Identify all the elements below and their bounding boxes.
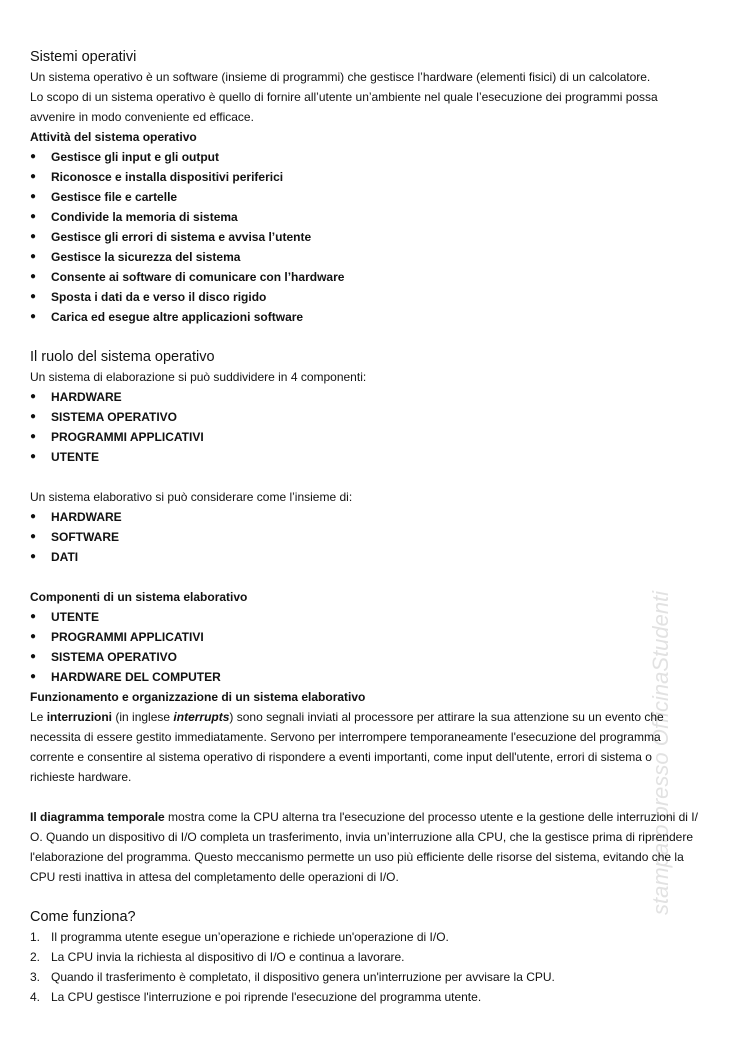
- document-page: [30, 47, 720, 1007]
- list-number: 2.: [30, 950, 41, 964]
- section-title: Il ruolo del sistema operativo: [30, 349, 215, 365]
- bullet-icon: ●: [30, 231, 37, 242]
- list-item-text: Quando il trasferimento è completato, il dispositivo genera un'interruzione per avvisare la CPU.: [51, 970, 555, 984]
- list-item-text: Gestisce gli input e gli output: [51, 150, 220, 164]
- bullet-icon: ●: [30, 151, 37, 162]
- list-item: [30, 187, 720, 207]
- list-item-text: Condivide la memoria di sistema: [51, 210, 238, 224]
- list-item: [30, 547, 720, 567]
- list-item-text: Sposta i dati da e verso il disco rigido: [51, 290, 267, 304]
- list-item-text: La CPU gestisce l'interruzione e poi riprende l'esecuzione del programma utente.: [51, 990, 482, 1004]
- list-item-text: DATI: [51, 550, 79, 564]
- bullet-icon: ●: [30, 671, 37, 682]
- list-item-text: HARDWARE: [51, 510, 122, 524]
- list-item: [30, 527, 720, 547]
- list-item: [30, 987, 720, 1007]
- list-item: [30, 147, 720, 167]
- list-item-text: HARDWARE DEL COMPUTER: [51, 670, 221, 684]
- paragraph: Un sistema di elaborazione si può suddividere in 4 componenti:: [30, 370, 367, 384]
- list-item: [30, 607, 720, 627]
- list-item: [30, 247, 720, 267]
- list-item: [30, 227, 720, 247]
- paragraph: O. Quando un dispositivo di I/O completa un trasferimento, invia un’interruzione alla CPU, che la gestisce prima di riprendere: [30, 830, 693, 844]
- list-item-text: Consente ai software di comunicare con l’hardware: [51, 270, 345, 284]
- section-title: Sistemi operativi: [30, 49, 137, 65]
- bullet-icon: ●: [30, 551, 37, 562]
- list-item-text: Riconosce e installa dispositivi periferici: [51, 170, 284, 184]
- list-number: 3.: [30, 970, 41, 984]
- bullet-icon: ●: [30, 271, 37, 282]
- list-item: [30, 167, 720, 187]
- bullet-icon: ●: [30, 291, 37, 302]
- paragraph: Lo scopo di un sistema operativo è quello di fornire all’utente un’ambiente nel quale l’esecuzione dei programmi possa: [30, 90, 658, 104]
- list-item: [30, 287, 720, 307]
- list-item: [30, 387, 720, 407]
- list-item: [30, 647, 720, 667]
- paragraph-diagram: Il diagramma temporale mostra come la CPU alterna tra l'esecuzione del processo utente e la gestione delle interruzioni di I/: [30, 810, 698, 824]
- steps-list: [30, 927, 720, 1007]
- list-item-text: Il programma utente esegue un’operazione e richiede un'operazione di I/O.: [51, 930, 449, 944]
- list-item: [30, 267, 720, 287]
- subheading: Componenti di un sistema elaborativo: [30, 590, 248, 604]
- paragraph: necessita di essere gestito immediatamente. Servono per interrompere temporaneamente l'esecuzione del programma: [30, 730, 661, 744]
- subheading: Funzionamento e organizzazione di un sistema elaborativo: [30, 690, 366, 704]
- bullet-icon: ●: [30, 431, 37, 442]
- components-list: [30, 387, 720, 467]
- bullet-icon: ●: [30, 511, 37, 522]
- list-item: [30, 407, 720, 427]
- list-number: 1.: [30, 930, 41, 944]
- bullet-icon: ●: [30, 191, 37, 202]
- bullet-icon: ●: [30, 391, 37, 402]
- list-item-text: PROGRAMMI APPLICATIVI: [51, 630, 204, 644]
- list-item: [30, 427, 720, 447]
- bullet-icon: ●: [30, 251, 37, 262]
- paragraph: Un sistema elaborativo si può considerare come l’insieme di:: [30, 490, 353, 504]
- list-item: [30, 667, 720, 687]
- list-item-text: UTENTE: [51, 450, 99, 464]
- bullet-icon: ●: [30, 611, 37, 622]
- list-item-text: Gestisce la sicurezza del sistema: [51, 250, 241, 264]
- list-item: [30, 307, 720, 327]
- list-item: [30, 447, 720, 467]
- paragraph-interrupts: Le interruzioni (in inglese interrupts) sono segnali inviati al processore per attirare la sua attenzione su un evento che: [30, 710, 664, 724]
- bullet-icon: ●: [30, 411, 37, 422]
- paragraph: Un sistema operativo è un software (insieme di programmi) che gestisce l’hardware (elementi fisici) di un calcolatore.: [30, 70, 651, 84]
- bullet-icon: ●: [30, 211, 37, 222]
- list-item-text: PROGRAMMI APPLICATIVI: [51, 430, 204, 444]
- list-item-text: UTENTE: [51, 610, 99, 624]
- bullet-icon: ●: [30, 631, 37, 642]
- list-item-text: SOFTWARE: [51, 530, 119, 544]
- activity-list: [30, 147, 720, 327]
- paragraph: CPU resti inattiva in attesa del completamento delle operazioni di I/O.: [30, 870, 399, 884]
- paragraph: avvenire in modo conveniente ed efficace.: [30, 110, 254, 124]
- system-components-list: [30, 607, 720, 687]
- bullet-icon: ●: [30, 171, 37, 182]
- bullet-icon: ●: [30, 531, 37, 542]
- list-item-text: SISTEMA OPERATIVO: [51, 410, 178, 424]
- bullet-icon: ●: [30, 651, 37, 662]
- list-item-text: SISTEMA OPERATIVO: [51, 650, 178, 664]
- list-item-text: HARDWARE: [51, 390, 122, 404]
- watermark: stampato presso OfficinaStudenti: [648, 590, 673, 915]
- list-number: 4.: [30, 990, 41, 1004]
- list-item: [30, 507, 720, 527]
- list-item: [30, 207, 720, 227]
- paragraph: l'elaborazione del programma. Questo meccanismo permette un uso più efficiente delle risorse del sistema, evitando che la: [30, 850, 684, 864]
- paragraph: richieste hardware.: [30, 770, 132, 784]
- bullet-icon: ●: [30, 451, 37, 462]
- paragraph: corrente e consentire al sistema operativo di rispondere a eventi importanti, come input dell'utente, errori di sistema o: [30, 750, 652, 764]
- list-item-text: Gestisce gli errori di sistema e avvisa l’utente: [51, 230, 312, 244]
- list-item: [30, 927, 720, 947]
- section-title: Come funziona?: [30, 909, 136, 925]
- list-item-text: La CPU invia la richiesta al dispositivo di I/O e continua a lavorare.: [51, 950, 405, 964]
- list-item-text: Gestisce file e cartelle: [51, 190, 178, 204]
- bullet-icon: ●: [30, 311, 37, 322]
- list-item: [30, 947, 720, 967]
- list-item: [30, 627, 720, 647]
- list-item-text: Carica ed esegue altre applicazioni software: [51, 310, 304, 324]
- system-list: [30, 507, 720, 567]
- list-item: [30, 967, 720, 987]
- subheading: Attività del sistema operativo: [30, 130, 197, 144]
